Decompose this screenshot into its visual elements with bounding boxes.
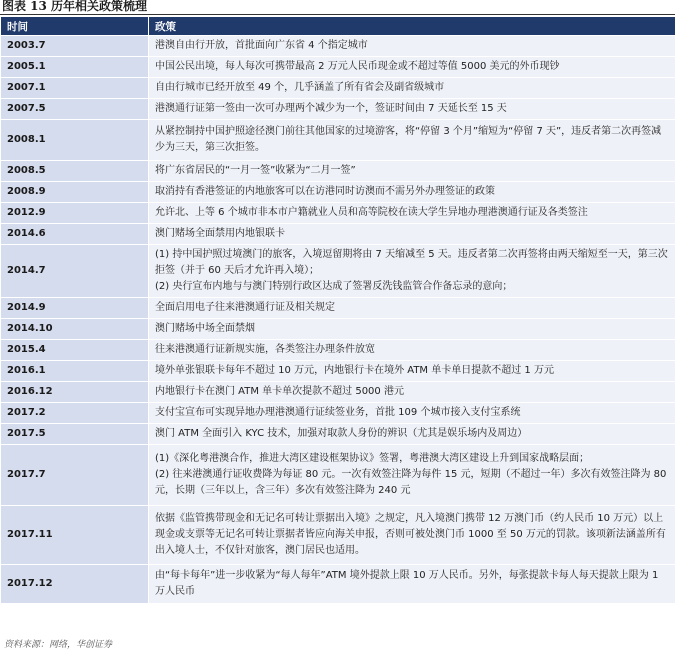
row-time: 2017.12: [1, 565, 149, 604]
row-policy: [149, 99, 675, 120]
row-policy: [149, 403, 675, 424]
row-time: 2014.6: [1, 224, 149, 245]
row-policy: [149, 203, 675, 224]
policy-text: 往来港澳通行证新规实施，各类签注办理条件放宽: [155, 344, 375, 355]
policy-text: 澳门赌场全面禁用内地银联卡: [155, 228, 285, 239]
row-time: 2015.4: [1, 340, 149, 361]
row-time: 2014.9: [1, 298, 149, 319]
row-policy: [149, 224, 675, 245]
policy-text: 境外单张银联卡每年不超过 10 万元，内地银行卡在境外 ATM 单卡单日提款不超过 1 万元: [155, 365, 554, 376]
row-time: 2016.12: [1, 382, 149, 403]
policy-text: 允许北、上等 6 个城市非本市户籍就业人员和高等院校在读大学生异地办理港澳通行证及各类签注: [155, 207, 588, 218]
row-policy: [149, 340, 675, 361]
policy-text: 由“每卡每年”进一步收紧为“每人每年”ATM 境外提款上限 10 万人民币。另外，每张提款卡每人每天提款上限为 1 万人民币: [155, 570, 659, 597]
table-row: [1, 361, 675, 382]
policy-text: 澳门 ATM 全面引入 KYC 技术，加强对取款人身份的辨识（尤其是娱乐场内及周边）: [155, 428, 528, 439]
row-time: 2017.5: [1, 424, 149, 445]
time-column-header: 时间: [1, 17, 149, 36]
row-policy: [149, 120, 675, 161]
table-row: [1, 224, 675, 245]
row-policy: [149, 565, 675, 604]
table-row: [1, 245, 675, 298]
row-policy: [149, 319, 675, 340]
policy-text: 内地银行卡在澳门 ATM 单卡单次提款不超过 5000 港元: [155, 386, 404, 397]
policy-text: 支付宝宣布可实现异地办理港澳通行证续签业务，首批 109 个城市接入支付宝系统: [155, 407, 521, 418]
row-policy: [149, 182, 675, 203]
row-time: 2017.11: [1, 506, 149, 565]
policy-table: [0, 16, 675, 604]
policy-text: 依据《监管携带现金和无记名可转让票据出入境》之规定，凡入境澳门携带 12 万澳门币（约人民币 10 万元）以上现金或支票等无记名可转让票据者皆应向海关申报，否则可被处澳门币 1000 至 50 万元的罚款。该项新法涵盖所有出入境人士，不仅针对旅客，澳门居民也适用。: [155, 513, 666, 556]
policy-text: 中国公民出境，每人每次可携带最高 2 万元人民币现金或不超过等值 5000 美元的外币现钞: [155, 61, 560, 72]
row-policy: [149, 424, 675, 445]
row-time: 2017.7: [1, 445, 149, 506]
policy-text: (1)《深化粤港澳合作，推进大湾区建设框架协议》签署，粤港澳大湾区建设上升到国家战略层面；: [155, 453, 590, 464]
table-header-row: [1, 17, 675, 36]
row-time: 2012.9: [1, 203, 149, 224]
policy-text: 港澳通行证第一签由一次可办理两个减少为一个，签证时间由 7 天延长至 15 天: [155, 103, 507, 114]
policy-text: (2) 央行宣布内地与与澳门特别行政区达成了签署反洗钱监管合作备忘录的意向；: [155, 281, 513, 292]
policy-text: 澳门赌场中场全面禁烟: [155, 323, 255, 334]
table-row: [1, 78, 675, 99]
policy-text: 自由行城市已经开放至 49 个，几乎涵盖了所有省会及副省级城市: [155, 82, 445, 93]
row-time: 2007.5: [1, 99, 149, 120]
policy-text: (2) 往来港澳通行证收费降为每证 80 元。一次有效签注降为每件 15 元，短期（不超过一年）多次有效签注降为 80 元，长期（三年以上，含三年）多次有效签注降为 240 元: [155, 469, 667, 496]
row-time: 2008.9: [1, 182, 149, 203]
policy-text: 将广东省居民的“一月一签”收紧为“二月一签”: [155, 165, 356, 176]
row-time: 2003.7: [1, 36, 149, 57]
row-time: 2008.5: [1, 161, 149, 182]
row-policy: [149, 361, 675, 382]
row-time: 2016.1: [1, 361, 149, 382]
policy-text: 取消持有香港签证的内地旅客可以在访港同时访澳而不需另外办理签证的政策: [155, 186, 495, 197]
table-row: [1, 182, 675, 203]
table-row: [1, 57, 675, 78]
table-row: [1, 99, 675, 120]
policy-column-header: 政策: [149, 17, 675, 36]
policy-text: (1) 持中国护照过境澳门的旅客，入境逗留期将由 7 天缩减至 5 天。违反者第二次再签将由两天缩短至一天，第三次拒签（并于 60 天后才允许再入境）；: [155, 249, 668, 276]
table-row: [1, 319, 675, 340]
table-row: [1, 120, 675, 161]
row-time: 2008.1: [1, 120, 149, 161]
figure-caption: 图表 13 历年相关政策梳理: [2, 0, 148, 13]
row-policy: [149, 445, 675, 506]
table-row: [1, 565, 675, 604]
table-row: [1, 382, 675, 403]
row-policy: [149, 506, 675, 565]
row-policy: [149, 245, 675, 298]
policy-text: 从紧控制持中国护照途径澳门前往其他国家的过境游客，将“停留 3 个月”缩短为“停留 7 天”，违反者第二次再签减少为三天，第三次拒签。: [155, 126, 662, 153]
row-time: 2007.1: [1, 78, 149, 99]
row-policy: [149, 57, 675, 78]
policy-text: 港澳自由行开放，首批面向广东省 4 个指定城市: [155, 40, 368, 51]
source-note: 资料来源：网络，华创证券: [4, 640, 113, 650]
caption-rule: [0, 14, 675, 15]
row-policy: [149, 298, 675, 319]
table-body: [1, 36, 675, 604]
table-row: [1, 424, 675, 445]
table-row: [1, 506, 675, 565]
row-time: 2014.7: [1, 245, 149, 298]
row-policy: [149, 382, 675, 403]
table-row: [1, 445, 675, 506]
row-policy: [149, 161, 675, 182]
table-row: [1, 203, 675, 224]
table-row: [1, 36, 675, 57]
row-time: 2014.10: [1, 319, 149, 340]
row-policy: [149, 78, 675, 99]
row-policy: [149, 36, 675, 57]
table-row: [1, 161, 675, 182]
table-row: [1, 403, 675, 424]
policy-text: 全面启用电子往来港澳通行证及相关规定: [155, 302, 335, 313]
table-row: [1, 340, 675, 361]
row-time: 2017.2: [1, 403, 149, 424]
row-time: 2005.1: [1, 57, 149, 78]
table-row: [1, 298, 675, 319]
